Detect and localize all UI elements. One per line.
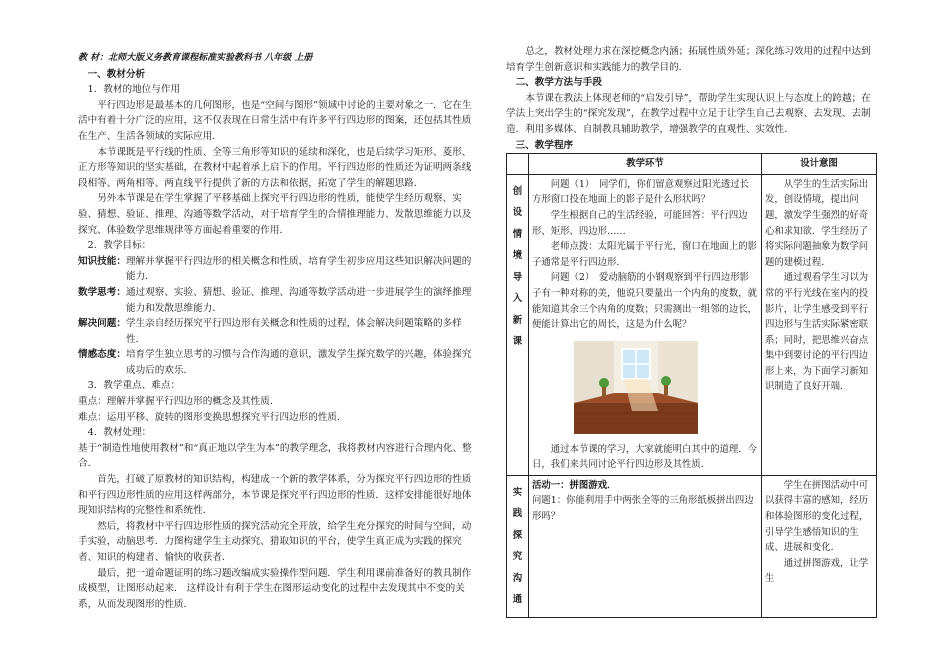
- table-corner-cell: [507, 154, 529, 175]
- paragraph: 平行四边形是最基本的几何图形，也是“空间与图形”领域中讨论的主要对象之一．它在生活中有着十分广泛的应用，这不仅表现在日常生活中有许多平行四边形的图案，还包括其性质在生产、生活各领域的实际应用．: [78, 99, 472, 142]
- teaching-procedure-table: [506, 153, 877, 618]
- subsection-1-1: 1．教材的地位与作用: [87, 84, 181, 96]
- summary-paragraph: 总之，教材处理力求在深挖概念内涵；拓展性质外延；深化练习效用的过程中达到培育学生创新意识和实践能力的教学目的．: [506, 46, 871, 73]
- col-header-steps: 教学环节: [529, 154, 762, 175]
- subsection-1-4: 4．教材处理：: [87, 427, 152, 439]
- student-answer: 学生根据自己的生活经验，可能回答：平行四边形、矩形、四边形……: [532, 209, 748, 237]
- table-header-row: [507, 154, 877, 175]
- method-paragraph: 本节课在教法上体现老师的“启发引导”，帮助学生实现认识上与态度上的跨越；在学法上突出学生的“探究发现”，在教学过程中立足于让学生自己去观察、去发现、去制造．利用多媒体、自制教具辅助教学，增强教学的直观性、实效性．: [506, 92, 871, 135]
- activity-1-title: 活动一：拼图游戏．: [532, 479, 617, 491]
- intent-text: 通过拼图游戏，让学生: [765, 557, 869, 585]
- paragraph: 首先，打破了原教材的知识结构，构建成一个新的教学体系，分为探究平行四边形的性质和平行四边形性质的应用这样两部分，本节课是探究平行四边形的性质．这样安排能很好地体现知识结构的完整性和系统性．: [78, 474, 472, 517]
- table-row: [507, 475, 877, 617]
- subsection-1-2: 2．教学目标：: [87, 240, 152, 252]
- steps-cell-practice: [529, 475, 762, 617]
- paragraph: 本节课既是平行线的性质、全等三角形等知识的延续和深化，也是后续学习矩形、菱形、正方形等知识的坚实基础，在教材中起着承上启下的作用。平行四边形的性质还为证明两条线段相等、两角相等、两直线平行提供了新的方法和依据，拓宽了学生的解题思路．: [78, 146, 472, 189]
- intro-summary: 通过本节课的学习，大家就能明白其中的道理．今日，我们来共同讨论平行四边形及其性质．: [532, 443, 758, 471]
- goal-item: 情感态度：培育学生独立思考的习惯与合作沟通的意识，激发学生探究数学的兴趣，体验探究成功后的欢乐．: [78, 349, 472, 376]
- room-sunlight-image: [574, 341, 698, 434]
- question-1: 问题（1） 同学们，你们留意观察过阳光透过长方形窗口投在地面上的影子是什么形状吗？: [532, 178, 749, 206]
- intent-cell-intro: [762, 174, 877, 475]
- goal-item: 解决问题：学生亲自经历探究平行四边形有关概念和性质的过程，体会解决问题策略的多样性．: [78, 318, 462, 345]
- goal-item: 知识技能：理解并掌握平行四边形的相关概念和性质，培育学生初步应用这些知识解决问题的能力．: [78, 255, 472, 283]
- intent-text: 学生在拼图活动中可以获得丰富的感知，经历和体验图形的变化过程，引导学生感悟知识的生成、进展和变化．: [765, 479, 869, 554]
- right-column: [506, 0, 876, 618]
- textbook-header: 教 材：北师大版义务教育课程标准实验教科书 八年级 上册: [78, 53, 313, 63]
- question-3: 问题1：你能利用手中两张全等的三角形纸板拼出四边形吗？: [532, 495, 754, 523]
- section-3-heading: 三、教学程序: [515, 139, 574, 151]
- question-2: 问题（2） 爱动脑筋的小钢观察到平行四边形影子有一种对称的美，他说只要量出一个内角的度数，就能知道其余三个内角的度数；只需测出一组邻的边长，便能计算出它的周长，这是为什么呢？: [532, 272, 758, 331]
- paragraph: 基于“制造性地使用教材”和“真正地以学生为本”的教学理念，我将教材内容进行合理内化、整合．: [78, 442, 472, 470]
- steps-cell-intro: [529, 174, 762, 475]
- section-1-heading: 一、教材分析: [87, 68, 146, 80]
- subsection-1-3: 3．教学重点、难点：: [87, 380, 181, 392]
- paragraph: 另外本节课是在学生掌握了平移基础上探究平行四边形的性质，能使学生经历观察、实验、猜想、验证、推理、沟通等数学活动，对于培育学生的合情推理能力、发散思维能力以及探究、体验数学思维规律等方面起着重要的作用．: [78, 193, 472, 236]
- phase-label-practice: 实 践 探 究 沟 通: [507, 475, 529, 617]
- left-column: [78, 0, 480, 612]
- col-header-intent: 设计意图: [762, 154, 877, 175]
- intent-text: 从学生的生活实际出发，创设情境，提出问题，激发学生强烈的好奇心和求知欲．学生经历了将实际问题抽象为数学问题的建模过程．: [765, 178, 869, 268]
- phase-label-intro: 创 设 情 境 导 入 新 课: [507, 174, 529, 475]
- difficult-point: 难点：运用平移、旋转的图形变换思想探究平行四边形的性质．: [78, 411, 347, 423]
- room-illustration: [574, 341, 698, 434]
- intent-cell-practice: [762, 475, 877, 617]
- section-2-heading: 二、教学方法与手段: [515, 77, 602, 89]
- paragraph: 然后，将教材中平行四边形性质的探究活动完全开放，给学生充分探究的时间与空间，动手实验，动脑思考．力图构建学生主动探究、猎取知识的平台，使学生真正成为实践的探究者、知识的构建者、愉快的收获者．: [78, 520, 472, 563]
- teacher-hint: 老师点拨：太阳光属于平行光，窗口在地面上的影子通常是平行四边形．: [532, 241, 758, 268]
- intent-text: 通过观看学生习以为常的平行光线在室内的投影片，让学生感受到平行四边形与生活实际紧密联系；同时，把思维兴奋点集中到要讨论的平行四边形上来，为下面学习新知识制造了良好开端．: [765, 272, 869, 393]
- paragraph: 最后，把一道命题证明的练习题改编成实验操作型问题．学生利用课前准备好的教具制作成模型，让图形动起来． 这样设计有利于学生在图形运动变化的过程中去发现其中不变的关系，从而发现图形的性质．: [78, 567, 472, 610]
- key-point: 重点：理解并掌握平行四边形的概念及其性质．: [78, 396, 280, 408]
- table-row: [507, 174, 877, 475]
- goal-item: 数学思考：通过观察、实验、猜想、验证、推理、沟通等数学活动进一步进展学生的演绎推理能力和发散思维能力．: [78, 286, 472, 314]
